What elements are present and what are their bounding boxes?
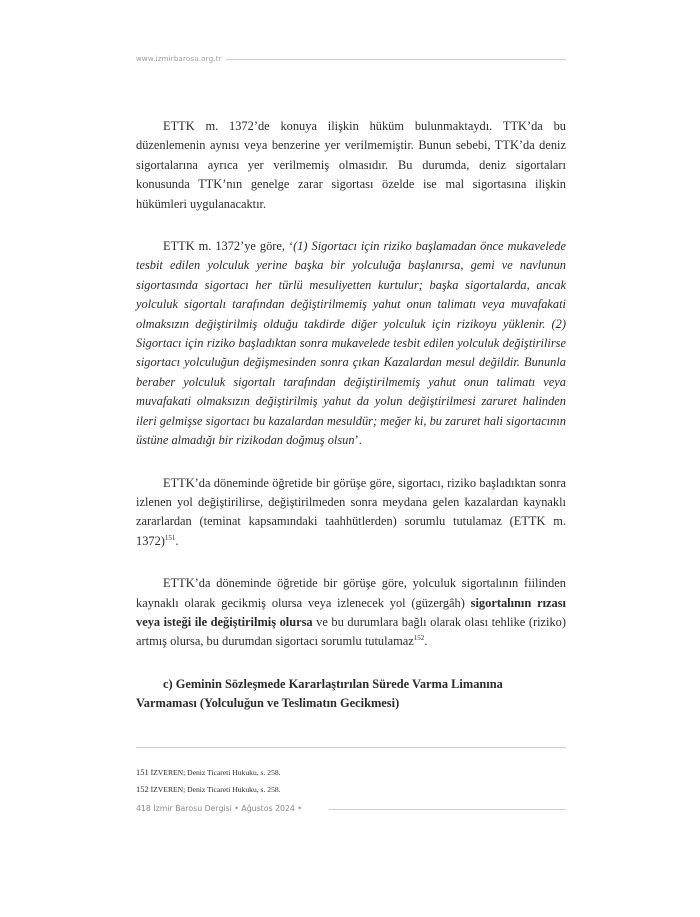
paragraph-1: ETTK m. 1372’de konuya ilişkin hüküm bulunmaktaydı. TTK’da bu düzenlemenin aynısı veya benzerine yer verilmemiştir. Bunun sebebi, TTK’da deniz sigortalarına ayrıca yer verilmemiş olmasıdır. Bu durumda, deniz sigortaları konusunda TTK’nın genelge zarar sigortası özelde ise mal sigortasına ilişkin hükümleri uygulanacaktır. xyxy=(136,119,566,211)
footnote-number: 152 xyxy=(136,784,149,794)
page-footer xyxy=(136,802,566,816)
header-rule xyxy=(226,59,566,60)
quote-trail: ’. xyxy=(354,433,362,448)
header-url: www.izmirbarosu.org.tr xyxy=(136,55,222,63)
footnote-ref-151[interactable]: 151 xyxy=(164,533,176,542)
paragraph-4-end: . xyxy=(424,634,428,649)
paragraph-4-trail: ve bu durumlara bağlı olarak olası tehlike (riziko) artmış olursa, bu durumdan sigortacı sorumlu tutulamaz xyxy=(136,614,566,649)
footer-text: 418 İzmir Barosu Dergisi • Ağustos 2024 • xyxy=(136,804,302,813)
paragraph-3-trail: . xyxy=(175,533,179,548)
page-header xyxy=(136,52,566,66)
quote-text: (1) Sigortacı için riziko başlamadan önce mukavelede tesbit edilen yolculuk yerine başka bir yolculuğa başlanırsa, gemi ve navlunun sigortasında sigortacı her türlü mesuliyetten kurtulur; başka sigortalarda, ancak yolculuk sigortalı tarafından değiştirilmemiş yahut onun talimatı veya muvafakati olmaksızın değiştirilmiş olduğu takdirde diğer yolculuk için rizikoyu yüklenir. (2) Sigortacı için riziko başladıktan sonra mukavelede tesbit edilen yolculuk değiştirilirse sigortacı yolculuğun değişmesinden sonra çıkan Kazalardan mesul değildir. Bununla beraber yolculuk sigortalı tarafından değiştirilmemiş yahut onun talimatı veya muvafakati olmaksızın değiştirilmiş yahut da yolun değiştirilmesi zaruret halinden ileri gelmişse sigortacı bu kazalardan mesuldür; meğer ki, bu zaruret hali sigortacının üstüne almadığı bir rizikodan doğmuş olsun xyxy=(136,239,566,448)
paragraph-4 xyxy=(136,574,566,652)
footnote-number: 151 xyxy=(136,767,149,777)
paragraph-3-text: ETTK’da döneminde öğretide bir görüşe göre, sigortacı, riziko başladıktan sonra izlenen yol değiştirilirse, değiştirilmeden sonra meydana gelen kazalardan kaynaklı zararlardan (teminat kapsamındaki taahhütlerden) sorumlu tutulamaz (ETTK m. 1372) xyxy=(136,475,566,548)
paragraph-4-lead: ETTK’da döneminde öğretide bir görüşe göre, yolculuk sigortalının fiilinden kaynaklı olarak gecikmiş olursa veya izlenecek yol (güzergâh) xyxy=(136,576,566,610)
paragraph-2-quote xyxy=(136,237,566,450)
paragraph-4-bold: sigortalının rızası veya isteği ile değiştirilmiş olursa xyxy=(136,595,566,629)
footnote-151 xyxy=(136,764,566,781)
footnote-ref-152[interactable]: 152 xyxy=(413,634,425,643)
section-heading: c) Geminin Sözleşmede Kararlaştırılan Sürede Varma Limanına Varmaması (Yolculuğun ve Teslimatın Gecikmesi) xyxy=(136,676,503,711)
footnote-text: İZVEREN; Deniz Ticareti Hukuku, s. 258. xyxy=(150,768,281,777)
quote-lead: ETTK m. 1372’ye göre, ‘ xyxy=(163,239,294,254)
footnote-text: İZVEREN; Deniz Ticareti Hukuku, s. 258. xyxy=(150,785,281,794)
page-body xyxy=(136,117,566,714)
footnote-152 xyxy=(136,781,566,798)
footnotes xyxy=(136,764,566,798)
footer-rule xyxy=(329,809,566,810)
paragraph-3 xyxy=(136,474,566,552)
footnote-separator xyxy=(136,747,566,748)
